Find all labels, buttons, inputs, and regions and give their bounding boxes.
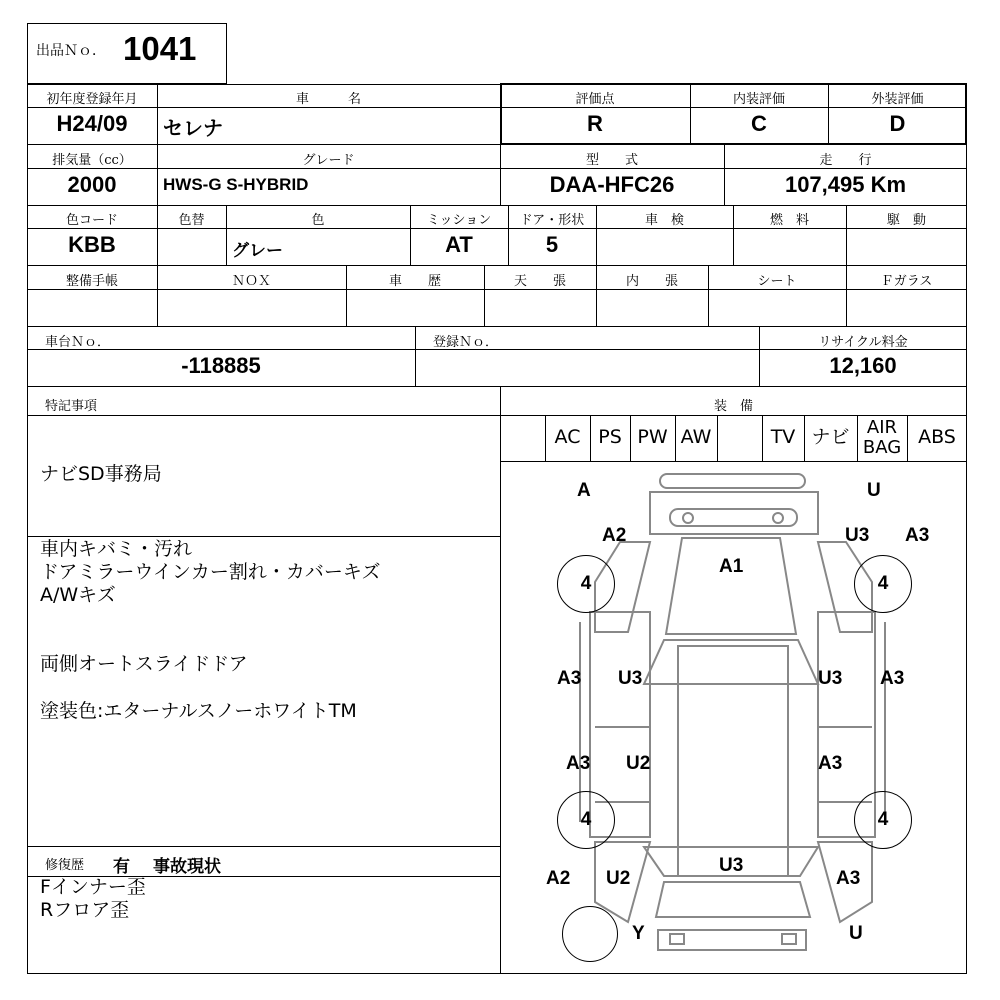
inner-label: 内 張 bbox=[625, 274, 678, 289]
door-label: ドア・形状 bbox=[519, 213, 585, 228]
tire-rl: 4 bbox=[557, 791, 615, 849]
tire-fr: 4 bbox=[854, 555, 912, 613]
mark-fl: A bbox=[577, 480, 591, 501]
mark-rear: U3 bbox=[719, 855, 744, 876]
rear-gate bbox=[656, 882, 810, 917]
displacement-label: 排気量（cc） bbox=[52, 153, 132, 168]
mark-hood: A1 bbox=[719, 556, 744, 577]
fuel-label: 燃 料 bbox=[769, 213, 809, 228]
grade-label: グレード bbox=[302, 153, 355, 168]
repair-label: 修復歴 bbox=[45, 858, 85, 873]
chassis-label: 車台Ｎｏ． bbox=[45, 335, 111, 350]
front-bumper bbox=[660, 474, 805, 488]
first-reg-label: 初年度登録年月 bbox=[46, 92, 138, 107]
note-line-4: A/Wキズ bbox=[40, 584, 116, 606]
note-line-6: 塗装色:エターナルスノーホワイトTM bbox=[40, 700, 357, 722]
mark-fdoor-r1: U3 bbox=[818, 668, 843, 689]
exterior-value: D bbox=[889, 111, 906, 136]
glass-label: Ｆガラス bbox=[880, 274, 933, 289]
roof bbox=[678, 646, 788, 876]
mark-rdoor-r: A3 bbox=[818, 753, 843, 774]
maintenance-label: 整備手帳 bbox=[65, 274, 118, 289]
mark-hood-r2: A3 bbox=[905, 525, 930, 546]
equip-navi: ナビ bbox=[811, 426, 850, 448]
lot-number: 1041 bbox=[123, 30, 197, 67]
score-label: 評価点 bbox=[575, 92, 615, 107]
notes-label: 特記事項 bbox=[45, 399, 98, 414]
mark-rear-l2: U2 bbox=[606, 868, 631, 889]
mark-fr: U bbox=[867, 480, 881, 501]
inspection-label: 車 検 bbox=[644, 213, 684, 228]
color-code-value: KBB bbox=[68, 232, 116, 257]
score-value: R bbox=[587, 111, 603, 136]
reg-label: 登録Ｎｏ． bbox=[433, 335, 499, 350]
note-line-3: ドアミラーウインカー割れ・カバーキズ bbox=[40, 561, 381, 583]
note-line-2: 車内キバミ・汚れ bbox=[40, 538, 193, 560]
mission-label: ミッション bbox=[426, 213, 492, 228]
repaint-label: 色替 bbox=[178, 213, 205, 228]
recycle-label: リサイクル料金 bbox=[818, 335, 908, 350]
interior-value: C bbox=[751, 111, 767, 136]
name-label: 車 名 bbox=[295, 92, 361, 107]
model-label: 型 式 bbox=[585, 153, 638, 168]
note-line-5: 両側オートスライドドア bbox=[40, 653, 248, 675]
history-label: 車 歴 bbox=[388, 274, 441, 289]
recycle-value: 12,160 bbox=[829, 353, 897, 378]
equip-ps: PS bbox=[598, 426, 622, 448]
grade-value: HWS-G S-HYBRID bbox=[163, 175, 309, 194]
interior-label: 内装評価 bbox=[732, 92, 785, 107]
equip-airbag: AIR BAG bbox=[862, 417, 902, 458]
mission-value: AT bbox=[445, 232, 473, 257]
displacement-value: 2000 bbox=[67, 172, 117, 197]
equip-abs: ABS bbox=[918, 426, 956, 448]
mark-rear-l1: A2 bbox=[546, 868, 571, 889]
first-reg-value: H24/09 bbox=[56, 111, 128, 136]
mark-br: U bbox=[849, 923, 863, 944]
exterior-label: 外装評価 bbox=[871, 92, 924, 107]
mark-fdoor-l2: U3 bbox=[618, 668, 643, 689]
hood bbox=[666, 538, 796, 634]
equip-pw: PW bbox=[637, 426, 668, 448]
mark-rdoor-l2: U2 bbox=[626, 753, 651, 774]
tire-rr: 4 bbox=[854, 791, 912, 849]
note-line-1: ナビSD事務局 bbox=[40, 463, 162, 485]
equip-tv: TV bbox=[770, 426, 796, 448]
mark-hood-l: A2 bbox=[602, 525, 627, 546]
chassis-value: -118885 bbox=[181, 353, 261, 378]
equip-ac: AC bbox=[554, 426, 581, 448]
spare-tire bbox=[562, 906, 618, 962]
equip-aw: AW bbox=[680, 426, 712, 448]
tire-fl: 4 bbox=[557, 555, 615, 613]
mark-rear-r: A3 bbox=[836, 868, 861, 889]
name-value: セレナ bbox=[163, 116, 223, 140]
drive-label: 駆 動 bbox=[886, 213, 926, 228]
mark-hood-r1: U3 bbox=[845, 525, 870, 546]
mileage-value: 107,495 Km bbox=[784, 172, 907, 197]
mark-fdoor-r2: A3 bbox=[880, 668, 905, 689]
mark-fdoor-l1: A3 bbox=[557, 668, 582, 689]
car-diagram bbox=[500, 462, 967, 973]
roof-label: 天 張 bbox=[513, 274, 566, 289]
repair-accident: 事故現状 bbox=[153, 857, 221, 876]
color-label: 色 bbox=[311, 213, 325, 228]
front-bumper-lower bbox=[650, 492, 818, 534]
model-value: DAA-HFC26 bbox=[549, 172, 675, 197]
mark-rdoor-l1: A3 bbox=[566, 753, 591, 774]
color-value: グレー bbox=[232, 241, 283, 260]
lot-label: 出品Ｎｏ． bbox=[36, 43, 106, 59]
seat-label: シート bbox=[757, 274, 797, 289]
repair-line-1: Fインナー歪 bbox=[40, 876, 146, 898]
equipment-label: 装 備 bbox=[713, 399, 753, 414]
mark-bottom: Y bbox=[632, 923, 645, 944]
color-code-label: 色コード bbox=[65, 213, 118, 228]
door-value: 5 bbox=[545, 232, 559, 257]
mileage-label: 走 行 bbox=[819, 153, 872, 168]
repair-line-2: Rフロア歪 bbox=[40, 899, 130, 921]
nox-label: ＮＯＸ bbox=[231, 274, 271, 289]
repair-status: 有 bbox=[113, 857, 130, 876]
